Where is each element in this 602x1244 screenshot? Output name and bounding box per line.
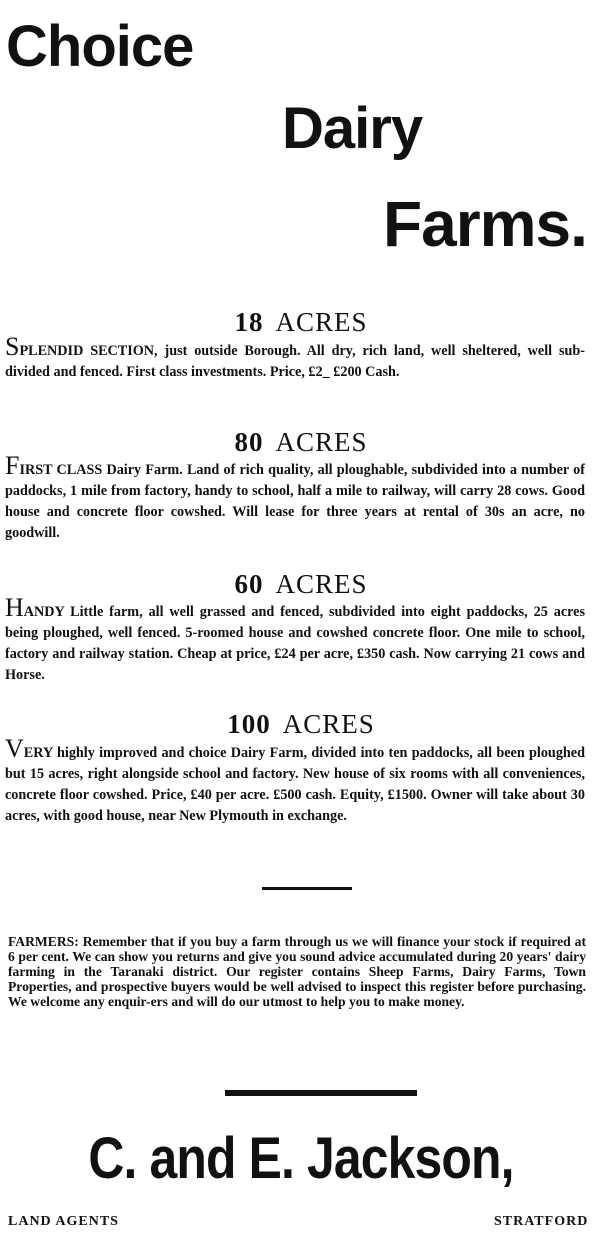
divider-thick xyxy=(225,1090,417,1096)
listing-2-text: IRST CLASS Dairy Farm. Land of rich quality, all ploughable, subdivided into a number of paddocks, 1 mile from factory, handy to school, half a mile to railway, will carry 28 cows. Good house and concrete floor cowshed. Will lease for three years at rental of 30s an acre, no goodwill. xyxy=(5,462,585,541)
listing-2-description xyxy=(5,451,585,544)
listing-1-size: 18 xyxy=(234,307,264,337)
headline-farms: Farms. xyxy=(383,188,587,260)
headline-dairy: Dairy xyxy=(282,96,423,161)
listing-2-unit: ACRES xyxy=(275,427,368,457)
listing-4-initial: V xyxy=(5,734,24,763)
listing-4-heading xyxy=(0,711,602,738)
listing-3-unit: ACRES xyxy=(275,569,368,599)
listing-1-initial: S xyxy=(5,332,20,361)
divider-short xyxy=(262,887,352,890)
firm-name: C. and E. Jackson, xyxy=(88,1126,514,1191)
listing-4-unit: ACRES xyxy=(282,709,375,739)
listing-1-description xyxy=(5,332,585,383)
listing-4-text: ERY highly improved and choice Dairy Farm, divided into ten paddocks, all been ploughed but 15 acres, right alongside school and factory. New house of six rooms with all conveniences, concrete floor cowshed. Price, £40 per acre. £500 cash. Equity, £1500. Owner will take about 30 acres, with good house, near New Plymouth in exchange. xyxy=(5,745,585,824)
listing-1-text: PLENDID SECTION, just outside Borough. All dry, rich land, well sheltered, well sub-divided and fenced. First class investments. Price, £2_ £200 Cash. xyxy=(5,343,585,380)
footer-location: STRATFORD xyxy=(494,1214,589,1229)
listing-3-text: ANDY Little farm, all well grassed and fenced, subdivided into eight paddocks, 25 acres being ploughed, well fenced. 5-roomed house and cowshed concrete floor. One mile to school, factory and railway station. Cheap at price, £24 per acre, £350 cash. Now carrying 21 cows and Horse. xyxy=(5,604,585,683)
listing-2-heading xyxy=(0,429,602,456)
listing-3-initial: H xyxy=(5,593,24,622)
footer-land-agents: LAND AGENTS xyxy=(8,1214,119,1229)
listing-3-description xyxy=(5,593,585,686)
listing-3-size: 60 xyxy=(234,569,264,599)
listing-4-size: 100 xyxy=(227,709,271,739)
listing-3-heading xyxy=(0,571,602,598)
listing-1-heading xyxy=(0,309,602,336)
listing-1-unit: ACRES xyxy=(275,307,368,337)
listing-2-size: 80 xyxy=(234,427,264,457)
listing-4-description xyxy=(5,734,585,827)
headline-choice: Choice xyxy=(6,14,194,79)
listing-2-initial: F xyxy=(5,451,20,480)
farmers-notice: FARMERS: Remember that if you buy a farm through us we will finance your stock if required at 6 per cent. We can show you returns and give you sound advice accumulated during 20 years' dairy farming in the Taranaki district. Our register contains Sheep Farms, Dairy Farms, Town Properties, and prospective buyers would be well advised to inspect this register before purchasing. We welcome any enquir-ers and will do our utmost to help you to make money. xyxy=(8,934,586,1009)
